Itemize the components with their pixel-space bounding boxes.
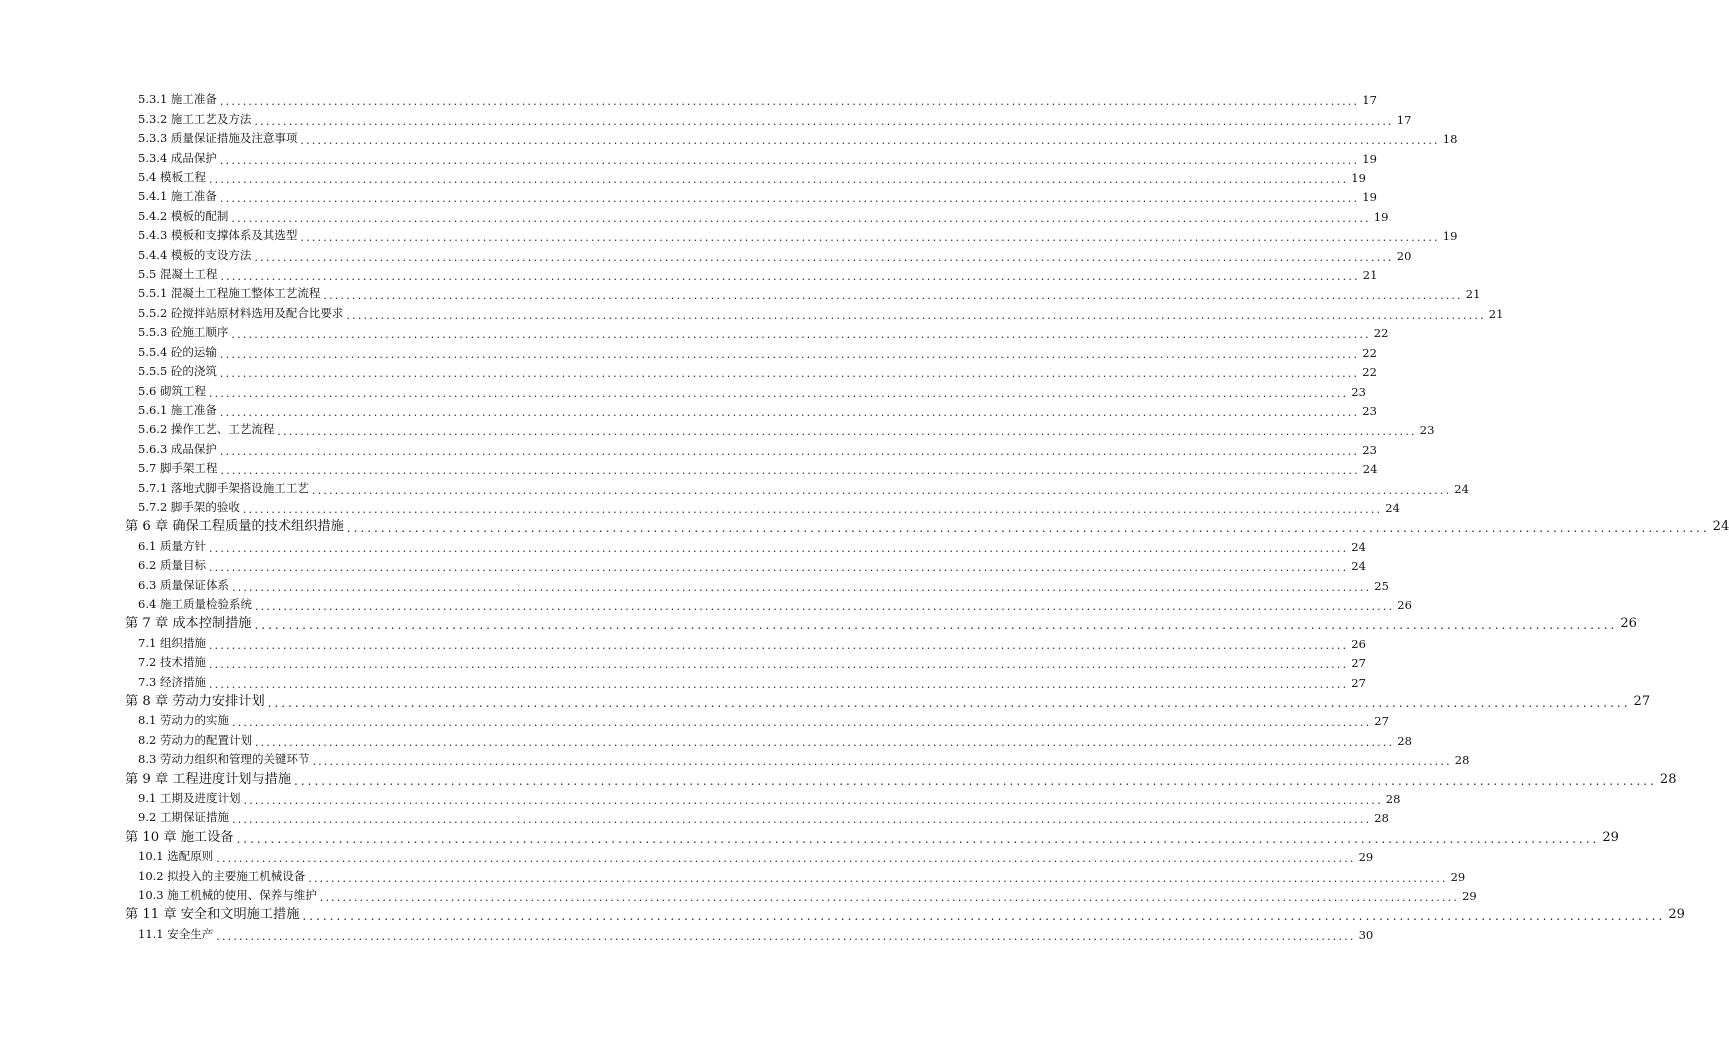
toc-dot-leader: ........................................................................................................................................................................................................: [208, 638, 1349, 652]
toc-chapter-entry[interactable]: [0, 515, 1729, 536]
toc-entry[interactable]: [0, 243, 1412, 264]
toc-dot-leader: ........................................................................................................................................................................................................: [208, 658, 1349, 672]
toc-entry-title: 5.4.3 模板和支撑体系及其选型: [138, 228, 298, 243]
toc-dot-leader: ........................................................................................................................................................................................................: [319, 891, 1460, 905]
toc-dot-leader: ........................................................................................................................................................................................................: [231, 211, 1371, 225]
toc-entry-title: 5.7.2 脚手架的验收: [138, 499, 240, 514]
toc-entry-title: 11.1 安全生产: [138, 926, 214, 941]
toc-page-number: 18: [1442, 132, 1458, 147]
toc-entry[interactable]: [0, 554, 1366, 575]
toc-entry[interactable]: [0, 127, 1458, 148]
toc-page-number: 26: [1397, 597, 1412, 612]
toc-entry-title: 10.1 选配原则: [138, 849, 214, 864]
toc-page-number: 19: [1373, 209, 1389, 224]
toc-entry[interactable]: [0, 379, 1366, 400]
toc-dot-leader: ........................................................................................................................................................................................................: [216, 929, 1356, 943]
toc-entry[interactable]: [0, 301, 1504, 322]
toc-entry-title: 9.1 工期及进度计划: [138, 791, 241, 806]
toc-entry[interactable]: [0, 204, 1389, 225]
toc-dot-leader: ........................................................................................................................................................................................................: [302, 909, 1666, 924]
toc-entry[interactable]: [0, 922, 1374, 943]
toc-page-number: 23: [1362, 442, 1377, 457]
toc-dot-leader: ........................................................................................................................................................................................................: [236, 831, 1600, 846]
toc-entry-title: 7.1 组织措施: [138, 635, 206, 650]
toc-page-number: 26: [1620, 616, 1637, 632]
toc-page-number: 29: [1358, 850, 1374, 865]
toc-page-number: 27: [1351, 656, 1366, 671]
toc-dot-leader: ........................................................................................................................................................................................................: [254, 250, 1394, 264]
toc-page-number: 24: [1712, 519, 1729, 535]
toc-page-number: 22: [1362, 365, 1377, 380]
toc-chapter-entry[interactable]: [0, 767, 1677, 788]
toc-page-number: 23: [1419, 423, 1435, 438]
toc-page-number: 23: [1362, 403, 1377, 418]
toc-dot-leader: ........................................................................................................................................................................................................: [254, 735, 1395, 749]
toc-dot-leader: ........................................................................................................................................................................................................: [208, 386, 1349, 400]
toc-page-number: 29: [1450, 869, 1466, 884]
toc-dot-leader: ........................................................................................................................................................................................................: [219, 347, 1360, 361]
toc-entry[interactable]: [0, 146, 1377, 167]
toc-dot-leader: ........................................................................................................................................................................................................: [346, 521, 1710, 536]
table-of-contents: [0, 88, 1729, 943]
toc-entry[interactable]: [0, 263, 1378, 284]
toc-dot-leader: ........................................................................................................................................................................................................: [219, 444, 1360, 458]
toc-entry-title: 第 9 章 工程进度计划与措施: [125, 771, 292, 787]
toc-page-number: 17: [1362, 93, 1377, 108]
toc-dot-leader: ........................................................................................................................................................................................................: [300, 231, 1440, 245]
toc-entry-title: 5.4 模板工程: [138, 170, 206, 185]
toc-entry-title: 5.4.1 施工准备: [138, 189, 217, 204]
toc-entry[interactable]: [0, 593, 1412, 613]
toc-entry-title: 9.2 工期保证措施: [138, 810, 229, 825]
toc-entry-title: 5.6.2 操作工艺、工艺流程: [138, 422, 275, 437]
toc-entry[interactable]: [0, 728, 1412, 749]
toc-entry-title: 第 10 章 施工设备: [125, 829, 234, 845]
toc-entry-title: 8.1 劳动力的实施: [138, 713, 229, 728]
toc-entry-title: 5.7.1 落地式脚手架搭设施工工艺: [138, 480, 309, 495]
toc-entry-title: 5.6.1 施工准备: [138, 402, 217, 417]
toc-dot-leader: ........................................................................................................................................................................................................: [231, 328, 1371, 342]
toc-entry[interactable]: [0, 88, 1377, 109]
toc-page-number: 19: [1362, 151, 1377, 166]
toc-entry-title: 5.4.4 模板的支设方法: [138, 247, 252, 262]
toc-page-number: 22: [1362, 345, 1377, 360]
toc-entry-title: 第 11 章 安全和文明施工措施: [125, 907, 300, 923]
toc-dot-leader: ........................................................................................................................................................................................................: [219, 153, 1360, 167]
toc-dot-leader: ........................................................................................................................................................................................................: [254, 114, 1394, 128]
toc-entry-title: 10.3 施工机械的使用、保养与维护: [138, 888, 317, 903]
toc-page-number: 28: [1659, 771, 1677, 787]
toc-chapter-entry[interactable]: [0, 612, 1637, 633]
toc-page-number: 27: [1633, 694, 1651, 709]
toc-dot-leader: ........................................................................................................................................................................................................: [308, 871, 1448, 885]
toc-entry-title: 5.7 脚手架工程: [138, 461, 218, 476]
toc-entry-title: 5.5.3 砼施工顺序: [138, 325, 229, 340]
toc-entry[interactable]: [0, 185, 1377, 206]
toc-entry[interactable]: [0, 534, 1366, 555]
toc-entry-title: 8.2 劳动力的配置计划: [138, 732, 252, 747]
toc-dot-leader: ........................................................................................................................................................................................................: [300, 134, 1440, 148]
toc-dot-leader: ........................................................................................................................................................................................................: [220, 464, 1360, 478]
toc-dot-leader: ........................................................................................................................................................................................................: [219, 405, 1360, 419]
toc-dot-leader: ........................................................................................................................................................................................................: [243, 794, 1383, 808]
toc-page-number: 28: [1454, 753, 1470, 768]
toc-dot-leader: ........................................................................................................................................................................................................: [208, 541, 1349, 555]
toc-entry[interactable]: [0, 476, 1469, 497]
toc-entry-title: 5.6.3 成品保护: [138, 441, 217, 456]
toc-entry[interactable]: [0, 631, 1366, 652]
toc-page-number: 19: [1351, 171, 1366, 186]
toc-page-number: 26: [1351, 636, 1366, 651]
toc-dot-leader: ........................................................................................................................................................................................................: [208, 173, 1349, 187]
toc-entry[interactable]: [0, 670, 1366, 691]
toc-page-number: 30: [1358, 927, 1374, 942]
toc-entry-title: 7.3 经济措施: [138, 674, 206, 689]
toc-entry[interactable]: [0, 360, 1377, 381]
toc-dot-leader: ........................................................................................................................................................................................................: [231, 716, 1372, 730]
toc-entry[interactable]: [0, 457, 1378, 478]
toc-page-number: 28: [1374, 811, 1389, 826]
toc-page-number: 27: [1374, 714, 1389, 729]
toc-page-number: 25: [1374, 578, 1389, 593]
toc-dot-leader: ........................................................................................................................................................................................................: [208, 561, 1349, 575]
toc-entry[interactable]: [0, 166, 1366, 187]
toc-entry[interactable]: [0, 573, 1389, 594]
toc-entry[interactable]: [0, 787, 1401, 808]
toc-entry[interactable]: [0, 864, 1466, 885]
toc-page-number: 20: [1396, 248, 1412, 263]
toc-page-number: 24: [1454, 481, 1469, 496]
toc-dot-leader: ........................................................................................................................................................................................................: [231, 580, 1372, 594]
toc-page-number: 21: [1362, 268, 1378, 283]
toc-dot-leader: ........................................................................................................................................................................................................: [346, 308, 1486, 322]
toc-entry[interactable]: [0, 496, 1400, 516]
toc-page-number: 28: [1385, 792, 1401, 807]
toc-dot-leader: ........................................................................................................................................................................................................: [220, 270, 1360, 284]
toc-entry[interactable]: [0, 340, 1377, 361]
toc-entry[interactable]: [0, 884, 1477, 905]
toc-dot-leader: ........................................................................................................................................................................................................: [219, 95, 1360, 109]
toc-dot-leader: ........................................................................................................................................................................................................: [242, 502, 1383, 516]
toc-dot-leader: ........................................................................................................................................................................................................: [219, 192, 1360, 206]
toc-entry-title: 5.5 混凝土工程: [138, 267, 218, 282]
toc-page-number: 24: [1351, 539, 1366, 554]
toc-entry[interactable]: [0, 748, 1470, 769]
toc-page-number: 22: [1373, 326, 1389, 341]
toc-page-number: 19: [1442, 229, 1458, 244]
toc-entry-title: 5.3.2 施工工艺及方法: [138, 111, 252, 126]
toc-entry-title: 5.4.2 模板的配制: [138, 208, 229, 223]
toc-entry-title: 8.3 劳动力组织和管理的关键环节: [138, 752, 310, 767]
toc-dot-leader: ........................................................................................................................................................................................................: [294, 773, 1657, 788]
toc-dot-leader: ........................................................................................................................................................................................................: [323, 289, 1463, 303]
toc-dot-leader: ........................................................................................................................................................................................................: [277, 425, 1417, 439]
toc-page-number: 29: [1668, 907, 1685, 923]
toc-dot-leader: ........................................................................................................................................................................................................: [267, 696, 1631, 710]
toc-entry[interactable]: [0, 845, 1374, 866]
toc-page-number: 23: [1351, 384, 1366, 399]
toc-entry-title: 5.5.1 混凝土工程施工整体工艺流程: [138, 286, 321, 301]
toc-chapter-entry[interactable]: [0, 825, 1619, 846]
toc-entry-title: 5.5.5 砼的浇筑: [138, 364, 217, 379]
toc-dot-leader: ........................................................................................................................................................................................................: [254, 618, 1618, 633]
toc-page-number: 24: [1351, 559, 1366, 574]
toc-dot-leader: ........................................................................................................................................................................................................: [219, 367, 1360, 381]
toc-entry-title: 5.5.2 砼搅拌站原材料选用及配合比要求: [138, 305, 344, 320]
toc-entry-title: 6.3 质量保证体系: [138, 577, 229, 592]
toc-entry-title: 5.5.4 砼的运输: [138, 344, 217, 359]
toc-page-number: 29: [1602, 829, 1619, 845]
toc-entry[interactable]: [0, 107, 1412, 128]
toc-entry-title: 第 6 章 确保工程质量的技术组织措施: [125, 519, 344, 535]
toc-entry-title: 5.3.4 成品保护: [138, 150, 217, 165]
toc-page-number: 24: [1362, 462, 1378, 477]
toc-page-number: 21: [1465, 287, 1481, 302]
toc-dot-leader: ........................................................................................................................................................................................................: [254, 599, 1395, 613]
toc-entry-title: 5.3.3 质量保证措施及注意事项: [138, 131, 298, 146]
toc-page-number: 27: [1351, 675, 1366, 690]
toc-entry[interactable]: [0, 437, 1377, 458]
toc-dot-leader: ........................................................................................................................................................................................................: [216, 852, 1356, 866]
toc-entry-title: 5.6 砌筑工程: [138, 383, 206, 398]
toc-entry-title: 第 7 章 成本控制措施: [125, 616, 252, 632]
toc-page-number: 24: [1385, 500, 1400, 515]
toc-page-number: 29: [1462, 889, 1477, 904]
toc-entry-title: 6.2 质量目标: [138, 558, 206, 573]
toc-dot-leader: ........................................................................................................................................................................................................: [208, 677, 1349, 691]
toc-chapter-entry[interactable]: [0, 690, 1651, 710]
toc-page-number: 28: [1397, 733, 1412, 748]
toc-page-number: 19: [1362, 190, 1377, 205]
toc-dot-leader: ........................................................................................................................................................................................................: [231, 813, 1372, 827]
toc-entry-title: 7.2 技术措施: [138, 655, 206, 670]
toc-entry[interactable]: [0, 709, 1389, 730]
toc-entry-title: 10.2 拟投入的主要施工机械设备: [138, 868, 306, 883]
toc-dot-leader: ........................................................................................................................................................................................................: [312, 755, 1452, 769]
toc-entry[interactable]: [0, 321, 1389, 342]
toc-entry-title: 5.3.1 施工准备: [138, 92, 217, 107]
toc-entry-title: 6.1 质量方针: [138, 538, 206, 553]
toc-entry-title: 6.4 施工质量检验系统: [138, 596, 252, 611]
toc-entry[interactable]: [0, 651, 1366, 672]
toc-entry-title: 第 8 章 劳动力安排计划: [125, 694, 265, 709]
toc-page-number: 21: [1488, 306, 1504, 321]
toc-page-number: 17: [1396, 112, 1412, 127]
toc-dot-leader: ........................................................................................................................................................................................................: [311, 483, 1452, 497]
toc-entry[interactable]: [0, 806, 1389, 827]
toc-entry[interactable]: [0, 399, 1377, 419]
toc-entry[interactable]: [0, 418, 1435, 439]
toc-entry[interactable]: [0, 282, 1481, 303]
toc-chapter-entry[interactable]: [0, 903, 1685, 924]
toc-entry[interactable]: [0, 224, 1458, 245]
